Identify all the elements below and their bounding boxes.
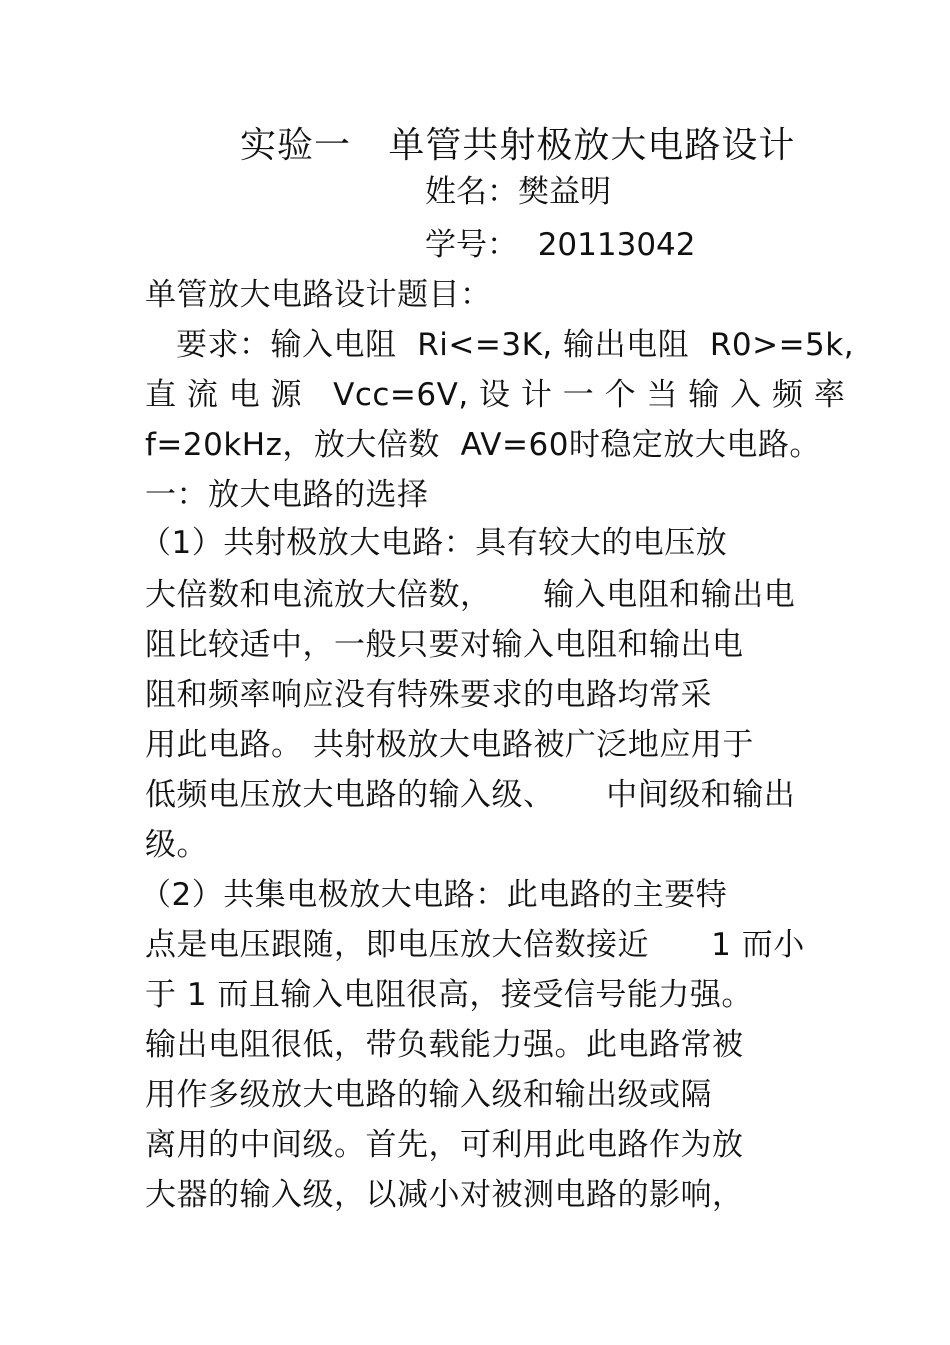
document-title: 实验一 单管共射极放大电路设计 — [240, 125, 796, 166]
text-line: 要求：输入电阻 Ri<=3K, 输出电阻 R0>=5k, — [145, 327, 855, 363]
text-line: 离用的中间级。首先，可利用此电路作为放 — [145, 1127, 744, 1163]
text-line: f=20kHz，放大倍数 AV=60时稳定放大电路。 — [145, 427, 821, 463]
text-line: 单管放大电路设计题目： — [145, 277, 492, 313]
text-line: 大倍数和电流放大倍数， 输入电阻和输出电 — [145, 577, 796, 613]
text-line: 直 流 电 源 Vcc=6V, 设 计 一 个 当 输 入 频 率 — [145, 377, 846, 413]
text-line: 于 1 而且输入电阻很高，接受信号能力强。 — [145, 977, 753, 1013]
text-line: （2）共集电极放大电路：此电路的主要特 — [140, 877, 728, 913]
text-line: 阻比较适中，一般只要对输入电阻和输出电 — [145, 627, 744, 663]
student-id-line: 学号： 20113042 — [425, 227, 696, 263]
text-line: （1）共射极放大电路：具有较大的电压放 — [140, 525, 728, 561]
text-line: 阻和频率响应没有特殊要求的电路均常采 — [145, 677, 712, 713]
text-line: 大器的输入级，以减小对被测电路的影响， — [145, 1177, 744, 1213]
section-heading: 一：放大电路的选择 — [145, 477, 429, 513]
text-line: 用作多级放大电路的输入级和输出级或隔 — [145, 1077, 712, 1113]
text-line: 点是电压跟随，即电压放大倍数接近 1 而小 — [145, 927, 805, 963]
text-line: 低频电压放大电路的输入级、 中间级和输出 — [145, 777, 796, 813]
text-line: 用此电路。 共射极放大电路被广泛地应用于 — [145, 727, 754, 763]
text-line: 输出电阻很低，带负载能力强。此电路常被 — [145, 1027, 744, 1063]
author-name-line: 姓名：樊益明 — [425, 174, 611, 210]
text-line: 级。 — [145, 827, 208, 863]
